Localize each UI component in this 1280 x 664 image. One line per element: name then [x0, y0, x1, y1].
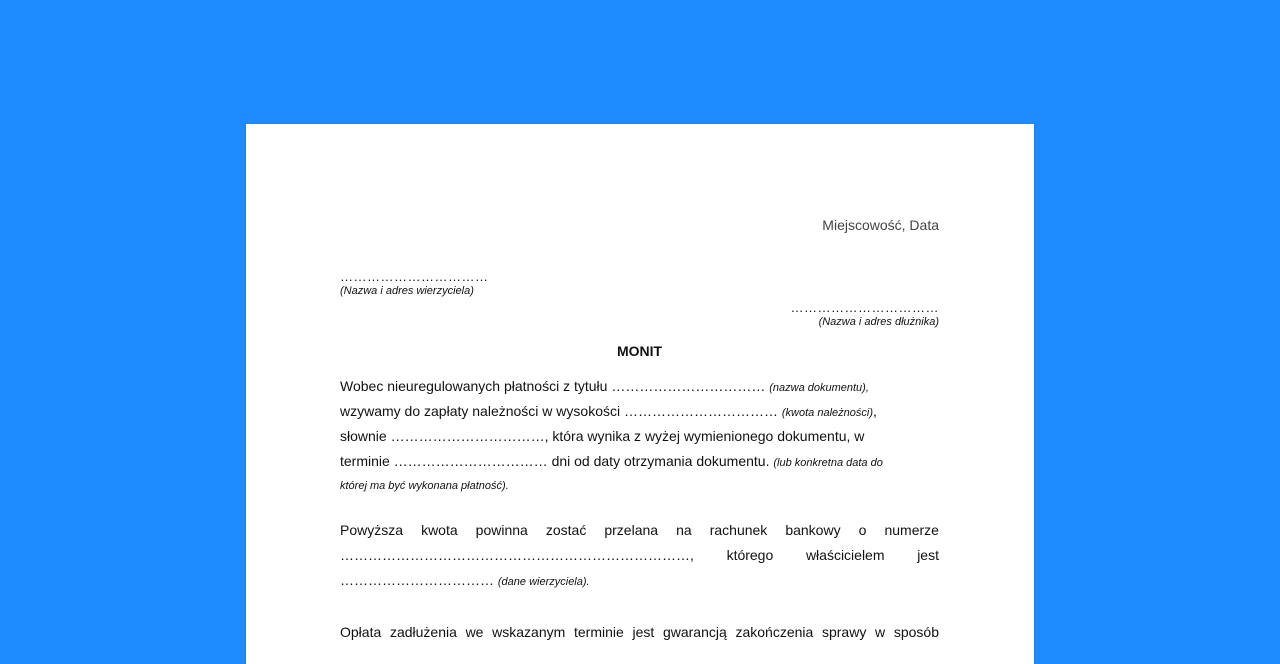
p2-l2-word: …………………………………………………………………, [340, 547, 694, 563]
p2-l1-word: kwota [421, 522, 458, 538]
paragraph-1-line-4 [340, 449, 939, 474]
p2-l1-word: numerze [884, 522, 939, 538]
p1-l2-text: wzywamy do zapłaty należności w wysokości …………………………… [340, 403, 778, 419]
p2-l1-word: zostać [545, 522, 587, 538]
p1-l1-text: Wobec nieuregulowanych płatności z tytułu …………………………… [340, 378, 766, 394]
p2-l1-word: Powyższa [340, 522, 404, 538]
p2-l1-word: przelana [604, 522, 659, 538]
p3-l1-word: Opłata [340, 624, 382, 640]
p2-l2-word: którego [726, 547, 774, 563]
paragraph-1 [340, 374, 939, 494]
p3-l1-word: jest [632, 624, 655, 640]
p2-l2-word: jest [917, 547, 939, 563]
p3-l1-word: terminie [573, 624, 624, 640]
p3-l1-word: sposób [893, 624, 939, 640]
p2-l1-word: bankowy [785, 522, 841, 538]
p2-l1-word: rachunek [709, 522, 768, 538]
debtor-hint: (Nazwa i adres dłużnika) [818, 316, 939, 328]
p3-l1-word: we [465, 624, 484, 640]
p2-l1-word: na [676, 522, 692, 538]
p1-l2-end: , [872, 403, 877, 419]
p3-l1-word: zadłużenia [389, 624, 457, 640]
p2-l1-word: o [858, 522, 867, 538]
paragraph-1-line-3 [340, 424, 939, 449]
p1-l5-hint: której ma być wykonana płatność). [340, 480, 509, 492]
debtor-block [791, 301, 940, 329]
p2-l1-word: powinna [475, 522, 528, 538]
p2-l3-hint: (dane wierzyciela). [497, 576, 590, 588]
creditor-block [340, 270, 489, 298]
p1-l3-text: słownie ……………………………, która wynika z wyżej wymienionego dokumentu, w [340, 428, 865, 444]
p2-l2-word: właścicielem [805, 547, 885, 563]
paragraph-1-line-2 [340, 399, 939, 424]
debtor-dots: …………………………… [790, 300, 939, 315]
p3-l1-word: w [875, 624, 886, 640]
place-date: Miejscowość, Data [822, 217, 939, 233]
p3-l1-word: gwarancją [662, 624, 727, 640]
p3-l1-word: wskazanym [492, 624, 566, 640]
document-page [246, 124, 1034, 664]
paragraph-2-line-1 [340, 518, 939, 543]
p1-l1-hint: (nazwa dokumentu), [769, 382, 869, 394]
paragraph-3 [340, 620, 939, 645]
document-title: MONIT [616, 343, 663, 359]
creditor-dots: …………………………… [340, 269, 489, 284]
paragraph-3-line-1 [340, 620, 939, 645]
p1-l2-hint: (kwota należności) [781, 407, 873, 419]
paragraph-2 [340, 518, 939, 593]
paragraph-2-line-2 [340, 543, 939, 568]
paragraph-2-line-3 [340, 568, 939, 593]
p3-l1-word: zakończenia [735, 624, 814, 640]
p1-l4-text: terminie …………………………… dni od daty otrzymania dokumentu. [340, 453, 770, 469]
p2-l3-text: …………………………… [340, 572, 494, 588]
paragraph-1-line-5 [340, 474, 939, 494]
paragraph-1-line-1 [340, 374, 939, 399]
p1-l4-hint: (lub konkretna data do [773, 457, 883, 469]
creditor-hint: (Nazwa i adres wierzyciela) [340, 285, 474, 297]
p3-l1-word: sprawy [821, 624, 867, 640]
